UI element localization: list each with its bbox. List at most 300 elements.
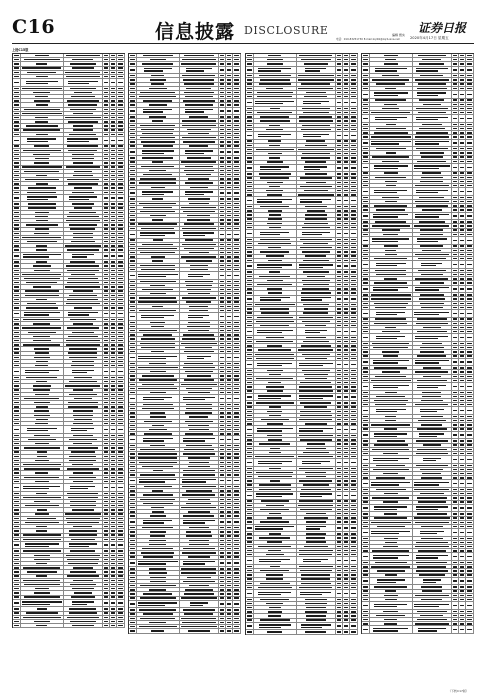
redacted-text (337, 500, 341, 501)
redacted-text (111, 207, 115, 208)
redacted-text (104, 207, 108, 208)
redacted-text (66, 344, 100, 345)
table-cell (350, 74, 358, 77)
table-cell (254, 283, 297, 286)
redacted-text (27, 241, 57, 242)
table-cell (336, 361, 343, 368)
redacted-text (363, 63, 368, 64)
redacted-text (14, 539, 19, 540)
table-cell (254, 259, 297, 262)
table-cell (64, 281, 104, 284)
table-cell (254, 500, 297, 503)
redacted-text (227, 100, 231, 101)
redacted-text (104, 237, 108, 238)
table-cell (13, 446, 21, 449)
redacted-text (351, 280, 356, 281)
redacted-text (14, 125, 19, 126)
redacted-text (130, 116, 135, 117)
redacted-text (130, 110, 135, 111)
table-cell (64, 620, 104, 623)
redacted-text (34, 621, 50, 622)
redacted-text (337, 96, 341, 97)
redacted-text (188, 133, 209, 134)
redacted-text (220, 603, 224, 604)
table-cell (254, 172, 297, 175)
redacted-text (344, 210, 348, 211)
redacted-text (70, 228, 95, 229)
redacted-text (23, 497, 61, 498)
redacted-text (118, 327, 123, 328)
table-cell (233, 473, 241, 476)
table-cell (21, 157, 64, 160)
redacted-text (260, 177, 289, 178)
table-cell (180, 448, 220, 451)
redacted-text (130, 252, 135, 253)
redacted-text (247, 374, 252, 375)
table-cell (233, 539, 241, 542)
redacted-text (118, 361, 123, 362)
table-cell (343, 344, 350, 347)
table-cell (226, 556, 233, 559)
table-cell (110, 612, 117, 615)
table-cell (64, 513, 104, 516)
redacted-text (189, 544, 209, 545)
table-cell (129, 489, 137, 492)
redacted-text (111, 410, 115, 411)
redacted-text (186, 68, 211, 72)
table-row (129, 149, 241, 157)
redacted-text (67, 100, 98, 101)
redacted-text (104, 429, 108, 430)
table-cell (103, 620, 110, 623)
table-cell (137, 247, 180, 250)
redacted-text (14, 625, 19, 626)
redacted-text (300, 199, 331, 203)
redacted-text (104, 162, 108, 163)
table-cell (103, 264, 110, 267)
redacted-text (247, 546, 252, 547)
redacted-text (227, 379, 231, 380)
redacted-text (185, 166, 213, 167)
redacted-text (351, 129, 356, 130)
table-cell (64, 517, 104, 520)
table-cell (246, 340, 254, 343)
table-cell (103, 446, 110, 449)
table-cell (226, 210, 233, 213)
table-cell (180, 321, 220, 324)
redacted-text (337, 284, 341, 285)
table-cell (103, 277, 110, 280)
redacted-text (184, 223, 214, 224)
table-cell (233, 165, 241, 168)
table-cell (297, 124, 337, 127)
redacted-text (227, 192, 231, 193)
table-cell (110, 389, 117, 392)
table-cell (226, 613, 233, 616)
redacted-text (152, 161, 163, 162)
redacted-text (351, 593, 356, 594)
table-cell (21, 612, 64, 615)
redacted-text (72, 154, 94, 155)
redacted-text (344, 489, 348, 490)
redacted-text (269, 406, 281, 407)
redacted-text (181, 343, 216, 344)
table-cell (137, 556, 180, 559)
redacted-text (14, 389, 19, 390)
redacted-text (267, 288, 282, 289)
table-cell (226, 374, 233, 377)
redacted-text (227, 375, 231, 376)
redacted-text (337, 354, 341, 355)
redacted-text (220, 462, 224, 463)
redacted-text (69, 196, 98, 200)
table-cell (117, 108, 125, 111)
table-cell (21, 302, 64, 305)
redacted-text (14, 385, 19, 386)
table-cell (13, 393, 21, 396)
redacted-text (183, 334, 214, 335)
table-cell (336, 606, 343, 609)
redacted-text (301, 297, 331, 301)
table-cell (103, 281, 110, 284)
table-cell (336, 316, 343, 319)
redacted-text (104, 410, 108, 411)
redacted-text (111, 530, 115, 531)
redacted-text (186, 285, 212, 286)
table-cell (336, 578, 343, 581)
table-cell (13, 426, 21, 433)
redacted-text (111, 389, 115, 390)
table-cell (103, 62, 110, 65)
redacted-text (143, 55, 173, 56)
table-cell (64, 145, 104, 148)
redacted-text (344, 358, 348, 359)
redacted-text (35, 158, 49, 159)
redacted-text (118, 381, 123, 382)
table-cell (350, 406, 358, 409)
redacted-text (344, 603, 348, 604)
table-cell (103, 248, 110, 251)
table-cell (219, 387, 226, 390)
table-cell (246, 418, 254, 421)
table-cell (246, 230, 254, 237)
table-cell (219, 177, 226, 180)
table-cell (336, 630, 343, 633)
redacted-text (247, 415, 252, 416)
table-cell (103, 607, 110, 610)
redacted-text (69, 612, 97, 613)
table-cell (180, 91, 220, 94)
redacted-text (269, 157, 280, 158)
redacted-text (118, 282, 123, 283)
redacted-text (14, 464, 19, 465)
table-cell (13, 285, 21, 288)
redacted-text (71, 596, 94, 597)
table-cell (336, 193, 343, 196)
redacted-text (234, 589, 239, 590)
table-cell (254, 590, 297, 597)
table-cell (254, 610, 297, 613)
table-cell (370, 54, 413, 57)
table-cell (13, 467, 21, 470)
redacted-text (227, 535, 231, 536)
table-cell (226, 350, 233, 353)
table-cell (343, 484, 350, 487)
table-cell (103, 302, 110, 305)
redacted-text (220, 211, 224, 212)
table-cell (117, 558, 125, 561)
redacted-text (139, 297, 176, 298)
redacted-text (36, 76, 48, 77)
redacted-text (111, 509, 115, 510)
table-cell (343, 238, 350, 241)
redacted-text (351, 619, 356, 620)
redacted-text (118, 255, 123, 256)
redacted-text (344, 177, 348, 178)
table-cell (110, 368, 117, 375)
redacted-text (111, 584, 115, 585)
table-cell (110, 202, 117, 205)
redacted-text (344, 452, 348, 453)
table-cell (110, 170, 117, 173)
table-cell (246, 545, 254, 548)
table-cell (110, 178, 117, 181)
table-cell (13, 480, 21, 483)
redacted-text (337, 546, 341, 547)
redacted-text (14, 348, 19, 349)
redacted-text (130, 100, 135, 101)
redacted-text (143, 503, 173, 504)
redacted-text (130, 306, 135, 307)
redacted-text (351, 96, 356, 97)
table-cell (13, 620, 21, 623)
table-cell (180, 103, 220, 106)
redacted-text (104, 456, 108, 457)
redacted-text (247, 521, 252, 522)
redacted-text (258, 592, 291, 596)
redacted-text (139, 330, 177, 331)
table-cell (64, 624, 104, 627)
redacted-text (111, 621, 115, 622)
redacted-text (337, 370, 341, 371)
table-cell (336, 189, 343, 192)
table-cell (103, 459, 110, 462)
redacted-text (150, 445, 165, 446)
redacted-text (14, 113, 19, 114)
redacted-text (220, 79, 224, 80)
redacted-text (351, 527, 356, 528)
redacted-text (186, 531, 211, 532)
table-cell (103, 513, 110, 516)
redacted-text (227, 281, 231, 282)
table-row (246, 99, 358, 107)
table-cell (129, 436, 137, 443)
redacted-text (73, 410, 93, 411)
table-cell (129, 374, 137, 377)
table-cell (129, 140, 137, 143)
table-cell (219, 149, 226, 156)
redacted-text (351, 546, 356, 547)
table-cell (21, 455, 64, 458)
redacted-text (139, 310, 176, 311)
redacted-text (344, 75, 348, 76)
table-cell (254, 58, 297, 61)
redacted-text (220, 490, 224, 491)
redacted-text (111, 162, 115, 163)
redacted-text (344, 186, 348, 187)
table-cell (350, 270, 358, 273)
redacted-text (234, 371, 239, 372)
table-cell (343, 307, 350, 310)
table-cell (297, 565, 337, 568)
redacted-text (227, 388, 231, 389)
table-cell (110, 380, 117, 383)
redacted-text (227, 297, 231, 298)
table-cell (129, 539, 137, 542)
redacted-text (14, 435, 19, 436)
table-cell (103, 71, 110, 74)
table-cell (117, 442, 125, 445)
redacted-text (14, 249, 19, 250)
redacted-text (23, 534, 61, 535)
table-cell (226, 145, 233, 148)
redacted-text (139, 479, 176, 483)
table-cell (129, 156, 137, 159)
redacted-text (234, 515, 239, 516)
redacted-text (187, 577, 211, 578)
table-cell (350, 62, 358, 65)
table-cell (254, 623, 297, 630)
redacted-text (104, 608, 108, 609)
redacted-text (220, 244, 224, 245)
table-cell (117, 306, 125, 309)
table-cell (226, 136, 233, 139)
redacted-text (227, 244, 231, 245)
redacted-text (104, 265, 108, 266)
redacted-text (344, 292, 348, 293)
redacted-text (351, 345, 356, 346)
redacted-text (104, 402, 108, 403)
table-cell (246, 83, 254, 86)
redacted-text (118, 477, 123, 478)
table-cell (226, 91, 233, 94)
table-cell (180, 432, 220, 435)
redacted-text (247, 625, 252, 626)
table-cell (459, 54, 466, 57)
redacted-text (14, 96, 19, 97)
redacted-text (234, 192, 239, 193)
table-cell (297, 275, 337, 278)
redacted-text (34, 592, 50, 593)
redacted-text (26, 307, 58, 308)
redacted-text (104, 394, 108, 395)
redacted-text (72, 370, 94, 374)
redacted-text (227, 310, 231, 311)
redacted-text (351, 125, 356, 126)
redacted-text (104, 526, 108, 527)
redacted-text (130, 326, 135, 327)
redacted-text (351, 69, 356, 70)
redacted-text (299, 390, 333, 391)
redacted-text (303, 101, 329, 105)
table-cell (219, 498, 226, 501)
redacted-text (104, 303, 108, 304)
redacted-text (111, 245, 115, 246)
redacted-text (68, 402, 97, 403)
redacted-text (118, 464, 123, 465)
redacted-text (344, 129, 348, 130)
redacted-text (14, 255, 19, 256)
table-cell (110, 87, 117, 90)
table-cell (219, 597, 226, 600)
table-cell (180, 165, 220, 168)
table-cell (110, 62, 117, 65)
redacted-text (111, 154, 115, 155)
table-cell (350, 209, 358, 212)
table-cell (226, 264, 233, 267)
redacted-text (337, 615, 341, 616)
redacted-text (104, 67, 108, 68)
redacted-text (118, 371, 123, 372)
redacted-text (150, 293, 166, 294)
redacted-text (118, 303, 123, 304)
redacted-text (384, 55, 398, 56)
redacted-text (344, 533, 348, 534)
redacted-text (138, 356, 177, 360)
table-cell (117, 186, 125, 189)
table-cell (137, 227, 180, 230)
table-cell (129, 592, 137, 595)
table-cell (13, 534, 21, 537)
redacted-text (111, 274, 115, 275)
table-cell (343, 401, 350, 404)
redacted-text (220, 425, 224, 426)
table-cell (226, 383, 233, 386)
redacted-text (351, 218, 356, 219)
table-cell (254, 242, 297, 245)
redacted-text (104, 530, 108, 531)
redacted-text (111, 513, 115, 514)
table-cell (254, 353, 297, 356)
table-cell (297, 353, 337, 356)
redacted-text (256, 472, 293, 473)
redacted-text (234, 548, 239, 549)
redacted-text (267, 280, 283, 281)
redacted-text (104, 299, 108, 300)
table-row (246, 263, 358, 271)
table-cell (13, 264, 21, 267)
table-cell (117, 570, 125, 573)
table-cell (180, 547, 220, 550)
redacted-text (142, 527, 173, 528)
redacted-text (220, 404, 224, 405)
redacted-text (130, 351, 135, 352)
table-cell (21, 534, 64, 537)
redacted-text (351, 79, 356, 80)
table-cell (137, 415, 180, 418)
table-cell (129, 161, 137, 164)
redacted-text (70, 88, 96, 89)
redacted-text (184, 379, 215, 380)
table-cell (21, 542, 64, 549)
redacted-text (118, 429, 123, 430)
redacted-text (305, 378, 328, 379)
table-cell (297, 467, 337, 470)
table-cell (343, 455, 350, 458)
redacted-text (118, 588, 123, 589)
table-cell (226, 366, 233, 369)
redacted-text (344, 546, 348, 547)
